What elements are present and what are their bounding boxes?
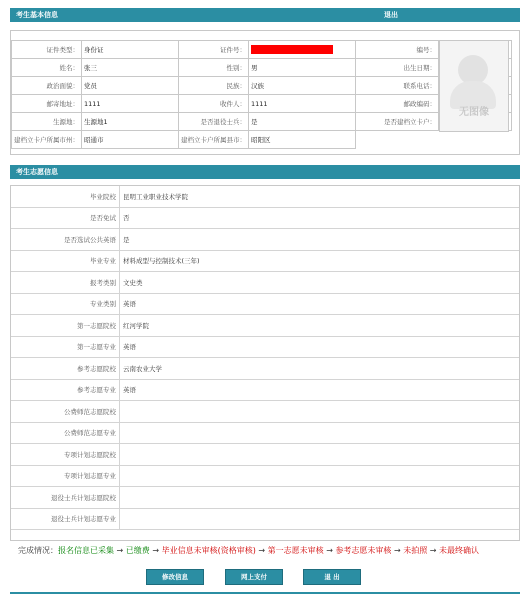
field-label: 建档立卡户所属市州： [12, 131, 82, 149]
status-step: 未拍照 [403, 546, 428, 555]
wish-row [11, 379, 519, 401]
basic-info-row [12, 41, 512, 59]
wish-label: 是否选试公共英语 [11, 229, 120, 251]
field-label: 邮政编码： [356, 95, 439, 113]
wish-info-title: 考生志愿信息 [16, 168, 58, 176]
field-value: 党员 [82, 77, 179, 95]
completion-status [18, 545, 479, 556]
status-arrow: → [116, 546, 124, 555]
wish-label: 毕业院校 [11, 186, 120, 207]
wish-label: 是否免试 [11, 207, 120, 229]
wish-label: 专项计划志愿院校 [11, 444, 120, 466]
wish-value: 红河学院 [120, 315, 520, 337]
id-number-redacted [249, 41, 356, 59]
wish-label: 参考志愿专业 [11, 379, 120, 401]
status-step: 已缴费 [125, 546, 150, 555]
wish-row [11, 508, 519, 530]
wish-label: 参考志愿院校 [11, 358, 120, 380]
wish-row [11, 272, 519, 294]
wish-row [11, 186, 519, 207]
wish-label: 毕业专业 [11, 250, 120, 272]
wish-label: 报考类别 [11, 272, 120, 294]
status-step: 报名信息已采集 [58, 546, 114, 555]
wish-row [11, 444, 519, 466]
basic-info-row [12, 77, 512, 95]
status-step: 毕业信息未审核(资格审核) [161, 546, 256, 555]
field-value: 张三 [82, 59, 179, 77]
wish-value [120, 508, 520, 530]
field-value: 生源地1 [82, 113, 179, 131]
field-value: 男 [249, 59, 356, 77]
status-arrow: → [429, 546, 437, 555]
field-label: 收件人： [179, 95, 249, 113]
basic-info-row [12, 131, 512, 149]
wish-label: 第一志愿院校 [11, 315, 120, 337]
field-value: 汉族 [249, 77, 356, 95]
field-label: 邮寄地址： [12, 95, 82, 113]
wish-row [11, 422, 519, 444]
wish-value [120, 401, 520, 423]
field-label: 编号： [356, 41, 439, 59]
field-label: 性别： [179, 59, 249, 77]
wish-row [11, 336, 519, 358]
field-label: 联系电话： [356, 77, 439, 95]
wish-value [120, 487, 520, 509]
basic-info-panel [10, 30, 520, 155]
online-pay-button[interactable]: 网上支付 [225, 569, 283, 585]
field-value: 昭通市 [82, 131, 179, 149]
basic-info-title: 考生基本信息 [16, 11, 58, 19]
wish-label: 专业类别 [11, 293, 120, 315]
wish-value [120, 465, 520, 487]
status-arrow: → [258, 546, 266, 555]
wish-row [11, 487, 519, 509]
wish-value: 是 [120, 229, 520, 251]
wish-label: 退役士兵计划志愿院校 [11, 487, 120, 509]
field-value: 1111 [82, 95, 179, 113]
wish-row [11, 358, 519, 380]
field-label: 是否建档立卡户： [356, 113, 439, 131]
basic-info-row [12, 59, 512, 77]
wish-row [11, 465, 519, 487]
status-label: 完成情况： [18, 546, 58, 555]
status-arrow: → [326, 546, 333, 555]
wish-value: 英语 [120, 336, 520, 358]
wish-label: 第一志愿专业 [11, 336, 120, 358]
wish-value: 云南农业大学 [120, 358, 520, 380]
wish-row [11, 315, 519, 337]
header-logout-link[interactable]: 退出 [384, 11, 398, 19]
status-step: 第一志愿未审核 [267, 546, 324, 555]
wish-row [11, 207, 519, 229]
field-label: 证件类型： [12, 41, 82, 59]
status-arrow: → [152, 546, 160, 555]
basic-info-row [12, 113, 512, 131]
bottom-divider [10, 592, 520, 594]
field-label: 是否退役士兵： [179, 113, 249, 131]
logout-button[interactable]: 退 出 [303, 569, 361, 585]
field-label: 出生日期： [356, 59, 439, 77]
wish-label: 公费师范志愿院校 [11, 401, 120, 423]
wish-info-header [10, 165, 520, 179]
basic-info-header [10, 8, 520, 22]
wish-row [11, 229, 519, 251]
wish-value: 材料成型与控制技术(三年) [120, 250, 520, 272]
status-step: 未最终确认 [439, 546, 480, 555]
field-value: 昭阳区 [249, 131, 356, 149]
wish-value: 否 [120, 207, 520, 229]
field-label: 政治面貌： [12, 77, 82, 95]
wish-value: 英语 [120, 379, 520, 401]
wish-value: 昆明工业职业技术学院 [120, 186, 520, 207]
status-arrow: → [393, 546, 401, 555]
wish-label: 公费师范志愿专业 [11, 422, 120, 444]
basic-info-row [12, 95, 512, 113]
photo-placeholder-text: 无图像 [459, 107, 489, 118]
wish-value [120, 422, 520, 444]
modify-info-button[interactable]: 修改信息 [146, 569, 204, 585]
redaction-block [251, 45, 333, 54]
field-label: 姓名： [12, 59, 82, 77]
wish-label: 退役士兵计划志愿专业 [11, 508, 120, 530]
wish-info-table [11, 186, 519, 530]
field-label: 民族： [179, 77, 249, 95]
wish-value: 英语 [120, 293, 520, 315]
photo-placeholder [439, 40, 509, 132]
status-step: 参考志愿未审核 [335, 546, 392, 555]
field-value: 是 [249, 113, 356, 131]
field-label: 建档立卡户所属县市： [179, 131, 249, 149]
wish-row [11, 293, 519, 315]
field-value: 身份证 [82, 41, 179, 59]
wish-info-panel [10, 185, 520, 541]
wish-label: 专项计划志愿专业 [11, 465, 120, 487]
field-label: 证件号： [179, 41, 249, 59]
field-value: 1111 [249, 95, 356, 113]
basic-info-table [11, 40, 512, 149]
wish-value [120, 444, 520, 466]
wish-row [11, 250, 519, 272]
field-label: 生源地： [12, 113, 82, 131]
wish-value: 文史类 [120, 272, 520, 294]
wish-row [11, 401, 519, 423]
